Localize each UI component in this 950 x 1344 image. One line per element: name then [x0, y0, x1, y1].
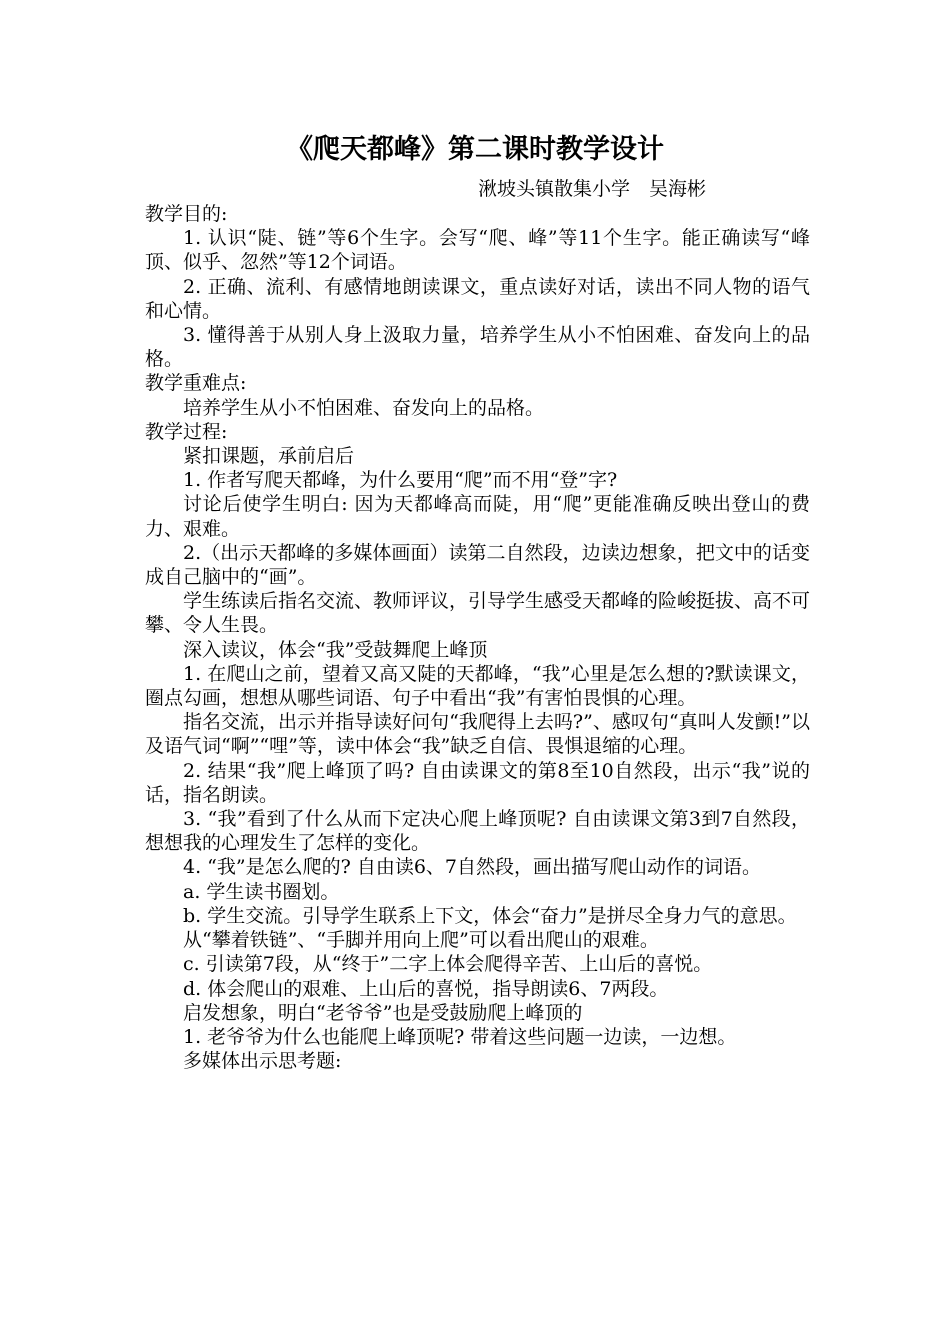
paragraph: 指名交流，出示并指导读好问句“我爬得上去吗?”、感叹句“真叫人发颤!”以及语气词“啊”“哩”等，读中体会“我”缺乏自信、畏惧退缩的心理。 [145, 711, 810, 758]
paragraph: 多媒体出示思考题: [183, 1050, 342, 1073]
paragraph: c. 引读第7段，从“终于”二字上体会爬得辛苦、上山后的喜悦。 [183, 953, 713, 976]
paragraph: 启发想象，明白“老爷爷”也是受鼓励爬上峰顶的 [183, 1001, 583, 1024]
paragraph: 3. 懂得善于从别人身上汲取力量，培养学生从小不怕困难、奋发向上的品格。 [145, 324, 810, 371]
paragraph: 2. 结果“我”爬上峰顶了吗? 自由读课文的第8至10自然段，出示“我”说的话，指名朗读。 [145, 759, 810, 806]
paragraph: 从“攀着铁链”、“手脚并用向上爬”可以看出爬山的艰难。 [183, 929, 659, 952]
document-title: 《爬天都峰》第二课时教学设计 [286, 134, 664, 165]
paragraph: 学生练读后指名交流、教师评议，引导学生感受天都峰的险峻挺拔、高不可攀、令人生畏。 [145, 590, 811, 637]
paragraph: 讨论后使学生明白: 因为天都峰高而陡，用“爬”更能准确反映出登山的费力、艰难。 [145, 493, 810, 540]
paragraph: 教学重难点: [145, 372, 247, 395]
paragraph: 4. “我”是怎么爬的? 自由读6、7自然段，画出描写爬山动作的词语。 [183, 856, 761, 879]
paragraph: 教学目的: [145, 203, 228, 225]
paragraph: 1. 认识“陡、链”等6个生字。会写“爬、峰”等11个生字。能正确读写“峰顶、似乎、忽然”等12个词语。 [145, 227, 810, 274]
paragraph: 2. 正确、流利、有感情地朗读课文，重点读好对话，读出不同人物的语气和心情。 [145, 275, 810, 322]
paragraph: 深入读议，体会“我”受鼓舞爬上峰顶 [183, 638, 488, 661]
paragraph: 1. 作者写爬天都峰，为什么要用“爬”而不用“登”字? [183, 469, 618, 492]
paragraph: 1. 老爷爷为什么也能爬上峰顶呢? 带着这些问题一边读，一边想。 [183, 1025, 737, 1048]
paragraph: a. 学生读书圈划。 [183, 880, 340, 903]
document-author: 湫坡头镇散集小学 吴海彬 [478, 178, 707, 200]
document-body [145, 202, 810, 1073]
paragraph: b. 学生交流。引导学生联系上下文，体会“奋力”是拼尽全身力气的意思。 [183, 904, 797, 927]
paragraph: 教学过程: [145, 420, 228, 443]
paragraph: 培养学生从小不怕困难、奋发向上的品格。 [183, 396, 545, 419]
paragraph: 2.（出示天都峰的多媒体画面）读第二自然段，边读边想象，把文中的话变成自己脑中的“画”。 [145, 541, 810, 589]
paragraph: 紧扣课题，承前启后 [183, 445, 355, 468]
paragraph: d. 体会爬山的艰难、上山后的喜悦，指导朗读6、7两段。 [183, 977, 669, 1000]
paragraph: 3. “我”看到了什么从而下定决心爬上峰顶呢? 自由读课文第3到7自然段，想想我的心理发生了怎样的变化。 [145, 808, 810, 855]
paragraph: 1. 在爬山之前，望着又高又陡的天都峰，“我”心里是怎么想的?默读课文，圈点勾画，想想从哪些词语、句子中看出“我”有害怕畏惧的心理。 [145, 662, 810, 710]
